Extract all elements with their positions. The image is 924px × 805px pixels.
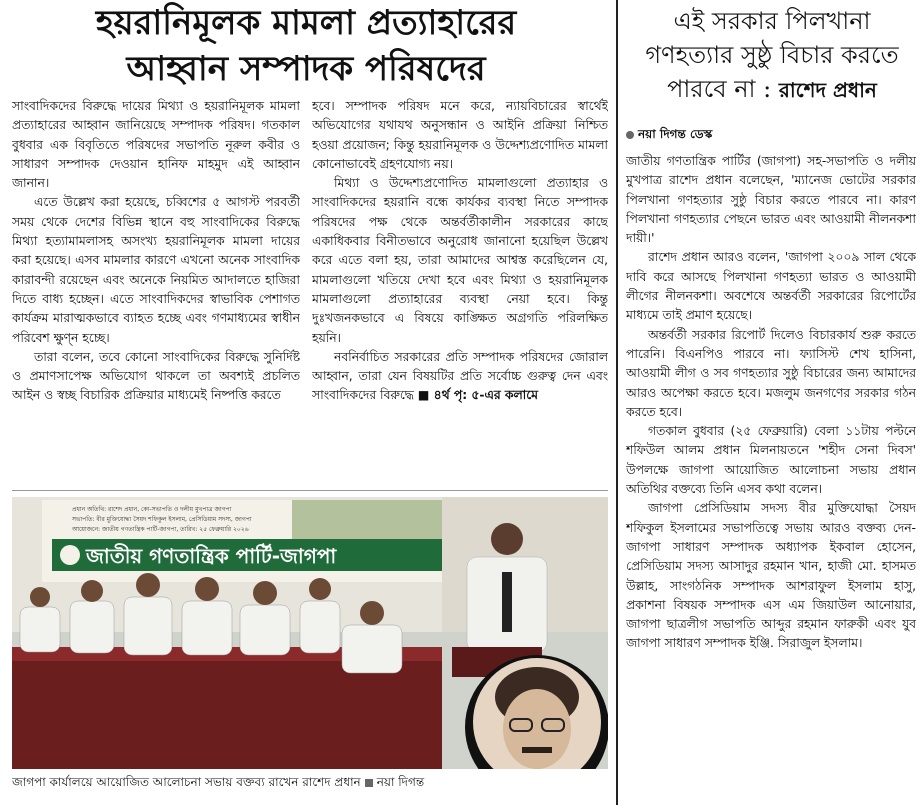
headline-speaker: রাশেদ প্রধান <box>778 78 877 102</box>
right-headline-line3 <box>622 72 922 107</box>
paragraph: সাংবাদিকদের বিরুদ্ধে দায়ের মিথ্যা ও হয়রানিমূলক মামলা প্রত্যাহারের আহ্বান জানিয়েছে সম্পাদক পরিষদ। গতকাল বুধবার এক বিবৃতিতে পরিষদের সভাপতি নূরুল কবীর ও সাধারণ সম্পাদক দেওয়ান হানিফ মাহমুদ এই আহ্বান জানান। <box>12 99 300 191</box>
paragraph <box>312 348 608 406</box>
right-headline-line1: এই সরকার পিলখানা <box>673 7 871 35</box>
paragraph: রাশেদ প্রধান আরও বলেন, 'জাগপা ২০০৯ সাল থেকে দাবি করে আসছে পিলখানা গণহত্যা ভারত ও আওয়ামী লীগের নীলনকশা। অবশেষে অন্তর্বর্তী সরকারের রিপোর্টের মাধ্যমে তাই প্রমাণ হয়েছে। <box>626 250 916 323</box>
paragraph: জাতীয় গণতান্ত্রিক পার্টির (জাগপা) সহ-সভাপতি ও দলীয় মুখপাত্র রাশেদ প্রধান বলেছেন, 'ম্যানেজ ভোটের সরকার পিলখানা গণহত্যার সুষ্ঠু বিচার করতে পারবে না। কারণ পিলখানা গণহত্যার পেছনে ভারত এবং আওয়ামী নীলনকশা দায়ী।' <box>626 154 916 246</box>
event-photo <box>12 497 608 769</box>
right-headline-line2: গণহত্যার সুষ্ঠু বিচার করতে <box>645 41 899 69</box>
banner-line-2: সভাপতি: বীর মুক্তিযোদ্ধা সৈয়দ শফিকুল ইসলাম, প্রেসিডিয়াম সদস্য, জাগপা <box>72 516 252 523</box>
right-headline <box>622 4 922 107</box>
paragraph-text: নবনির্বাচিত সরকারের প্রতি সম্পাদক পরিষদের জোরাল আহ্বান, তারা যেন বিষয়টির প্রতি সর্বোচ্চ গুরুত্ব দেন এবং সাংবাদিকদের বিরুদ্ধে <box>312 349 608 403</box>
desk-text: নয়া দিগন্ত ডেস্ক <box>638 127 713 141</box>
bullet-icon <box>626 131 634 139</box>
paragraph: জাগপা প্রেসিডিয়াম সদস্য বীর মুক্তিযোদ্ধা সৈয়দ শফিকুল ইসলামের সভাপতিত্বে সভায় আরও বক্তব্য দেন- জাগপা সাধারণ সম্পাদক অধ্যাপক ইকবাল হোসেন, প্রেসিডিয়াম সদস্য আসাদুর রহমান খান, হাজী মো. হাসমত উল্লাহ, সাংগঠনিক সম্পাদক আশরাফুল ইসলাম হাসু, প্রকাশনা বিষয়ক সম্পাদক এস এম জিয়াউল আনোয়ার, জাগপা ছাত্রলীগ সভাপতি আব্দুর রহমান ফারুকী এবং যুব জাগপা সাধারণ সম্পাদক ইঞ্জি. সিরাজুল ইসলাম। <box>626 501 916 651</box>
photo-caption <box>12 773 608 791</box>
paragraph: অন্তর্বর্তী সরকার রিপোর্ট দিলেও বিচারকার্য শুরু করতে পারেনি। বিএনপিও পারবে না। ফ্যাসিস্ট শেখ হাসিনা, আওয়ামী লীগ ও সব গণহত্যার সুষ্ঠু বিচারের জন্য আমাদের আরও অপেক্ষা করতে হবে। মজলুম জনগণের সরকার গঠন করতে হবে। <box>626 327 916 419</box>
left-headline-line2: আহ্বান সম্পাদক পরিষদের <box>126 49 486 89</box>
paragraph: হবে। সম্পাদক পরিষদ মনে করে, ন্যায়বিচারের স্বার্থেই অভিযোগের যথাযথ অনুসন্ধান ও আইনি প্রক্রিয়া নিশ্চিত হওয়া প্রয়োজন; কিন্তু হয়রানিমূলক ও উদ্দেশ্যপ্রণোদিত মামলা কোনোভাবেই গ্রহণযোগ্য নয়। <box>312 99 608 171</box>
banner-line-3: আয়োজনে: জাতীয় গণতান্ত্রিক পার্টি-জাগপা, তারিখ: ২৫ ফেব্রুয়ারি ২০২৬ <box>72 526 249 533</box>
paragraph: তারা বলেন, তবে কোনো সাংবাদিকের বিরুদ্ধে সুনির্দিষ্ট ও প্রমাণসাপেক্ষ অভিযোগ থাকলে তা অবশ্যই প্রচলিত আইন ও স্বচ্ছ বিচারিক প্রক্রিয়ার মাধ্যমেই নিষ্পত্তি করতে <box>12 349 300 403</box>
byline-desk <box>626 126 916 146</box>
paragraph: গতকাল বুধবার (২৫ ফেব্রুয়ারি) বেলা ১১টায় পল্টনে শফিউল আলম প্রধান মিলনায়তনে 'শহীদ সেনা দিবস' উপলক্ষে জাগপা আয়োজিত আলোচনা সভায় প্রধান অতিথির বক্তব্যে তিনি এসব কথা বলেন। <box>626 424 916 497</box>
left-article-column-2 <box>312 97 608 482</box>
divider <box>12 490 608 491</box>
left-headline <box>0 0 612 92</box>
banner-line-1: প্রধান অতিথি: রাশেদ প্রধান, কো-সভাপতি ও দলীয় মুখপাত্র জাগপা <box>72 506 232 513</box>
left-article-column-1 <box>12 97 300 482</box>
photo-credit: নয়া দিগন্ত <box>376 775 425 789</box>
jump-text: ৪র্থ পৃ: ৫-এর কলামে <box>433 388 538 403</box>
paragraph: এতে উল্লেখ করা হয়েছে, চব্বিশের ৫ আগস্ট পরবর্তী সময় থেকে দেশের বিভিন্ন স্থানে বহু সাংবাদিকের বিরুদ্ধে মিথ্যা হত্যামামলাসহ অসংখ্য হয়রানিমূলক মামলা দায়ের করা হয়েছে। এসব মামলার কারণে এখনো অনেক সাংবাদিক কারাবন্দী রয়েছেন এবং অনেকে নিয়মিত আদালতে হাজিরা দিতে বাধ্য হচ্ছেন। এতে সাংবাদিকদের স্বাভাবিক পেশাগত কার্যক্রম মারাত্মকভাবে ব্যাহত হচ্ছে এবং গণমাধ্যমের স্বাধীন পরিবেশ ক্ষুণ্ন হচ্ছে। <box>12 195 300 345</box>
paragraph: মিথ্যা ও উদ্দেশ্যপ্রণোদিত মামলাগুলো প্রত্যাহার ও সাংবাদিকদের হয়রানি বন্ধে কার্যকর ব্যবস্থা নিতে সম্পাদক পরিষদের পক্ষ থেকে অন্তর্বর্তীকালীন সরকারের কাছে একাধিকবার বিনীতভাবে অনুরোধ জানানো হয়েছিল উল্লেখ করে এতে বলা হয়, তারা আমাদের আশ্বস্ত করেছিলেন যে, মামলাগুলো খতিয়ে দেখা হবে এবং মিথ্যা ও হয়রানিমূলক মামলাগুলো প্রত্যাহারের ব্যবস্থা নেয়া হবে। কিন্তু দুঃখজনকভাবে এ বিষয়ে কাঙ্ক্ষিত অগ্রগতি পরিলক্ষিত হয়নি। <box>312 176 608 345</box>
jump-marker[interactable]: ■ ৪র্থ পৃ: ৫-এর কলামে <box>417 388 538 403</box>
column-divider <box>616 0 618 805</box>
left-headline-line1: হয়রানিমূলক মামলা প্রত্যাহারের <box>95 3 517 43</box>
headline-fragment: পারবে না : <box>667 75 779 103</box>
square-bullet-icon <box>365 779 373 787</box>
caption-text: জাগপা কার্যালয়ে আয়োজিত আলোচনা সভায় বক্তব্য রাখেন রাশেদ প্রধান <box>12 775 361 789</box>
banner-title: জাতীয় গণতান্ত্রিক পার্টি-জাগপা <box>86 544 337 568</box>
photo-illustration <box>12 497 608 769</box>
right-article-body <box>626 152 916 800</box>
